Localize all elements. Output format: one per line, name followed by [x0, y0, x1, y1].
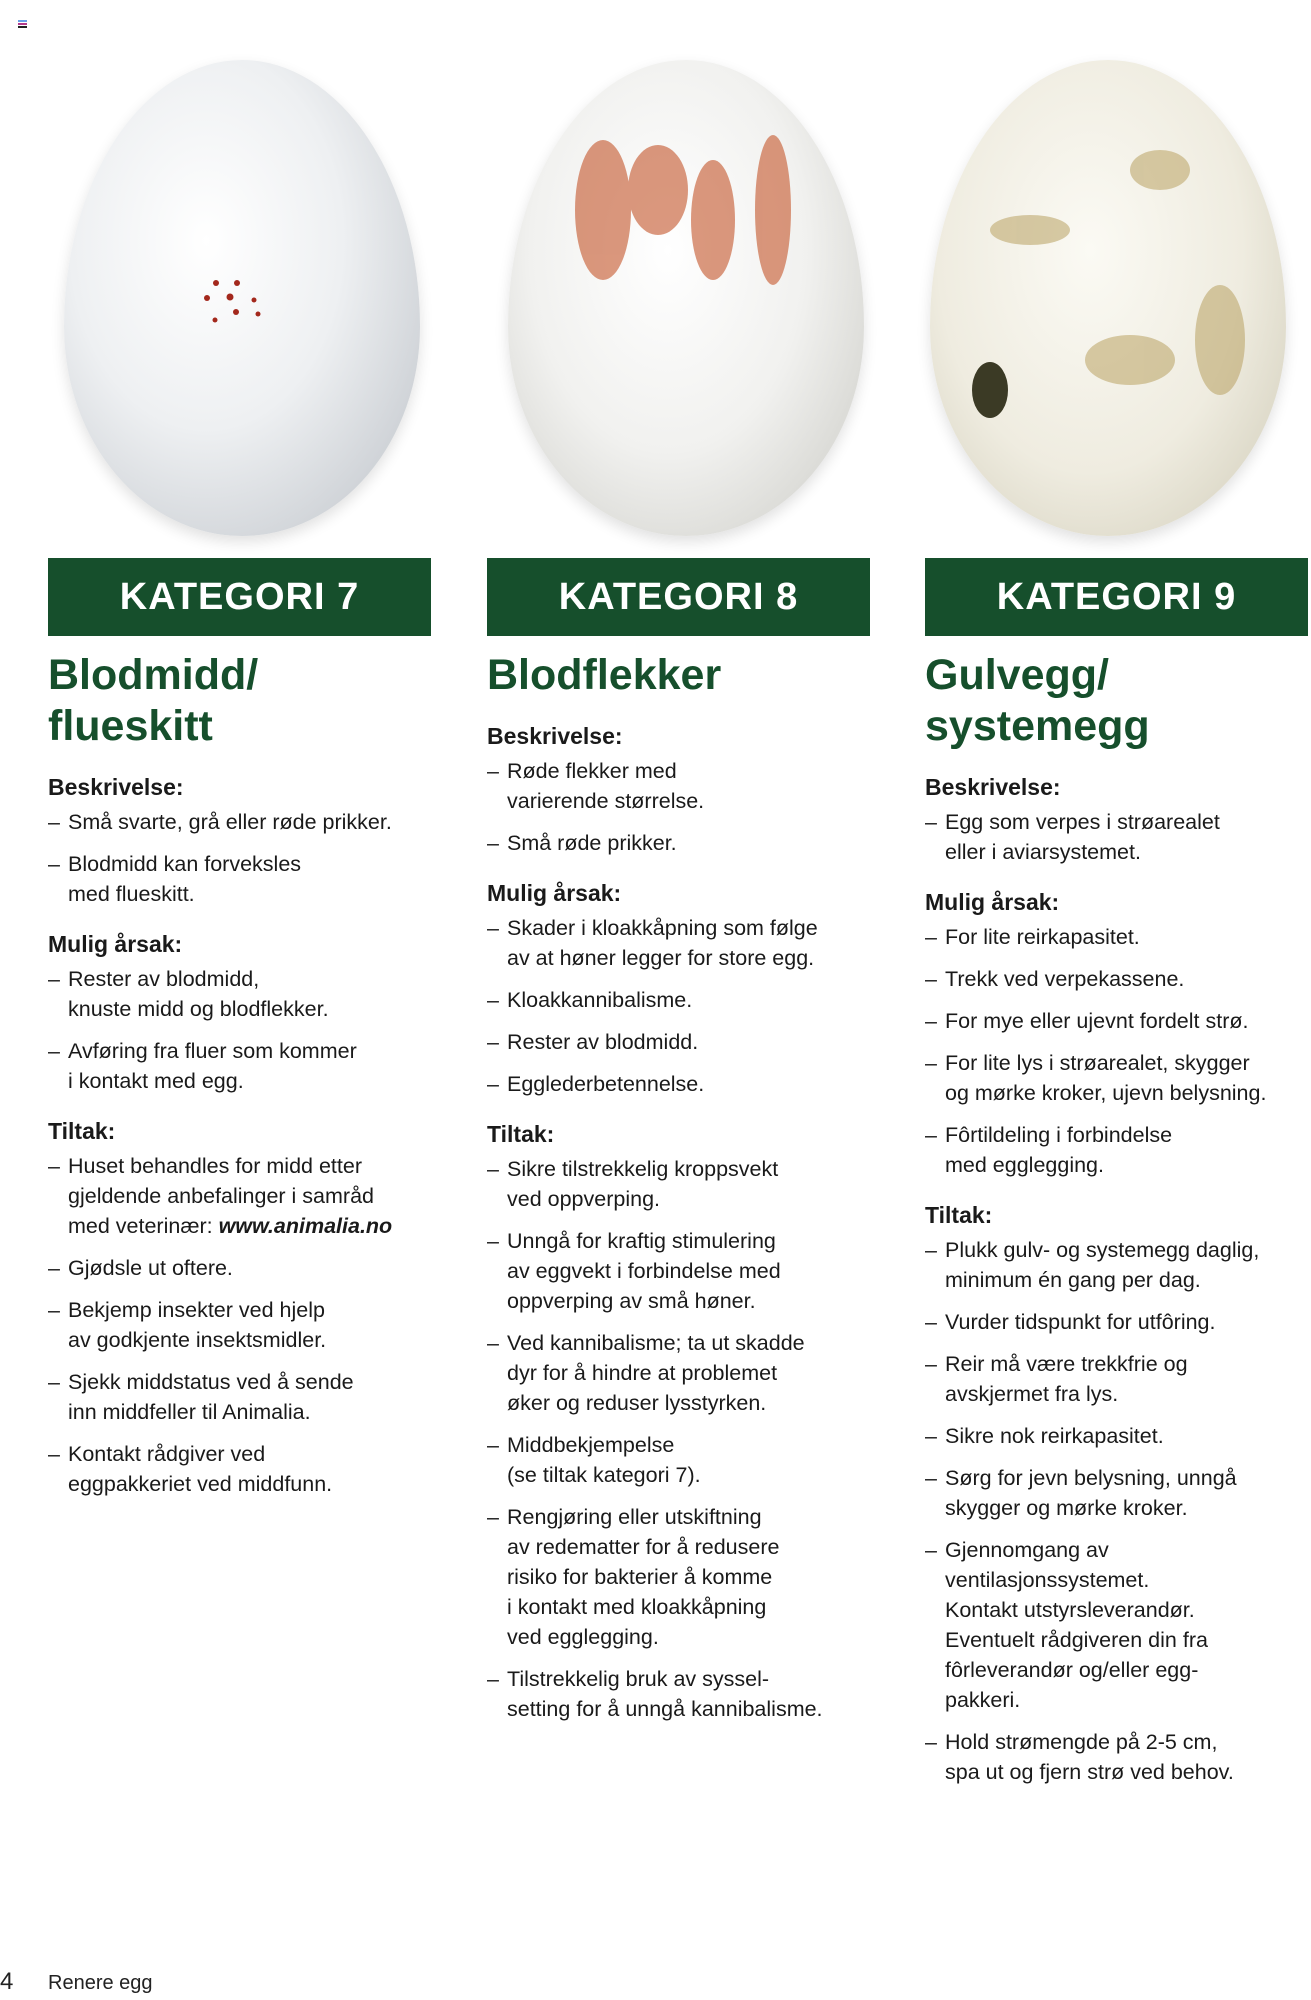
egg-image-category-8 [508, 60, 864, 536]
category-7-column [48, 558, 431, 1511]
item-line: i kontakt med kloakkåpning [507, 1595, 767, 1619]
list-item [925, 1235, 1308, 1295]
section [925, 1202, 1308, 1787]
animalia-link[interactable]: www.animalia.no [218, 1214, 393, 1238]
section-heading: Beskrivelse: [925, 774, 1061, 800]
category-header: KATEGORI 8 [487, 558, 870, 636]
list-item [925, 922, 1308, 952]
list-item [925, 1463, 1308, 1523]
item-line: – Små røde prikker. [507, 831, 677, 855]
item-line: – Skader i kloakkåpning som følge [507, 916, 818, 940]
item-line: – Avføring fra fluer som kommer [68, 1039, 357, 1063]
item-line: risiko for bakterier å komme [507, 1565, 773, 1589]
list-item [487, 1226, 870, 1316]
item-line: øker og reduser lysstyrken. [507, 1391, 767, 1415]
item-line: – Egg som verpes i strøarealet [945, 810, 1220, 834]
section [487, 1121, 870, 1724]
item-line: – For lite lys i strøarealet, skygger [945, 1051, 1250, 1075]
item-line: – Ved kannibalisme; ta ut skadde [507, 1331, 805, 1355]
item-line: knuste midd og blodflekker. [68, 997, 329, 1021]
item-line: fôrleverandør og/eller egg- [945, 1658, 1199, 1682]
list-item [48, 1253, 431, 1283]
item-line: – Sikre nok reirkapasitet. [945, 1424, 1164, 1448]
list-item [925, 1535, 1308, 1715]
item-line: av godkjente insektsmidler. [68, 1328, 327, 1352]
item-line: minimum én gang per dag. [945, 1268, 1201, 1292]
title-line: systemegg [925, 702, 1150, 750]
item-line: – Trekk ved verpekassene. [945, 967, 1185, 991]
item-line: – For mye eller ujevnt fordelt strø. [945, 1009, 1249, 1033]
item-line: – Tilstrekkelig bruk av syssel- [507, 1667, 770, 1691]
page-number: 4 [0, 1968, 14, 1995]
list-item [487, 1664, 870, 1724]
list-item [925, 1307, 1308, 1337]
item-line: – Sikre tilstrekkelig kroppsvekt [507, 1157, 779, 1181]
item-line: ventilasjonssystemet. [945, 1568, 1150, 1592]
item-line: spa ut og fjern strø ved behov. [945, 1760, 1234, 1784]
list-item [48, 807, 431, 837]
category-title [487, 650, 870, 701]
item-line: – Små svarte, grå eller røde prikker. [68, 810, 392, 834]
list-item [487, 1069, 870, 1099]
item-line: Kontakt utstyrsleverandør. [945, 1598, 1195, 1622]
item-line: dyr for å hindre at problemet [507, 1361, 778, 1385]
section [925, 774, 1308, 867]
category-title [925, 650, 1308, 752]
section [925, 889, 1308, 1180]
item-line: eggpakkeriet ved middfunn. [68, 1472, 333, 1496]
item-line: Eventuelt rådgiveren din fra [945, 1628, 1208, 1652]
list-item [48, 1151, 431, 1241]
item-line: varierende størrelse. [507, 789, 705, 813]
item-line: med flueskitt. [68, 882, 195, 906]
footer-label: Renere egg [48, 1972, 153, 1994]
list-item [925, 964, 1308, 994]
item-line: – Plukk gulv- og systemegg daglig, [945, 1238, 1260, 1262]
logo-icon [18, 20, 27, 29]
list-item [487, 985, 870, 1015]
item-line: – Gjennomgang av [945, 1538, 1109, 1562]
category-header: KATEGORI 7 [48, 558, 431, 636]
list-item [487, 756, 870, 816]
list-item [925, 1727, 1308, 1787]
item-line: – Unngå for kraftig stimulering [507, 1229, 776, 1253]
title-line: Blodmidd/ [48, 651, 259, 699]
title-line: Blodflekker [487, 651, 722, 699]
list-item [487, 913, 870, 973]
section [487, 723, 870, 858]
item-line: – Fôrtildeling i forbindelse [945, 1123, 1173, 1147]
list-item [48, 1295, 431, 1355]
title-line: Gulvegg/ [925, 651, 1109, 699]
item-line: – Sjekk middstatus ved å sende [68, 1370, 354, 1394]
item-line: – Hold strømengde på 2-5 cm, [945, 1730, 1218, 1754]
item-line: – Egglederbetennelse. [507, 1072, 705, 1096]
section-heading: Tiltak: [925, 1202, 993, 1228]
item-line: ved egglegging. [507, 1625, 659, 1649]
item-line: – For lite reirkapasitet. [945, 925, 1140, 949]
item-line: – Middbekjempelse [507, 1433, 675, 1457]
item-line: med egglegging. [945, 1153, 1104, 1177]
item-line: – Kontakt rådgiver ved [68, 1442, 266, 1466]
section-heading: Beskrivelse: [48, 774, 184, 800]
item-line: av redematter for å redusere [507, 1535, 780, 1559]
list-item [925, 807, 1308, 867]
item-line: – Bekjemp insekter ved hjelp [68, 1298, 325, 1322]
list-item [925, 1120, 1308, 1180]
item-line: – Gjødsle ut oftere. [68, 1256, 233, 1280]
section-heading: Mulig årsak: [487, 880, 622, 906]
list-item [487, 1328, 870, 1418]
category-title [48, 650, 431, 752]
list-item [487, 1154, 870, 1214]
category-8-column [487, 558, 870, 1736]
item-line: avskjermet fra lys. [945, 1382, 1119, 1406]
category-header: KATEGORI 9 [925, 558, 1308, 636]
item-line: – Reir må være trekkfrie og [945, 1352, 1188, 1376]
list-item [487, 1502, 870, 1652]
item-line: – Rester av blodmidd. [507, 1030, 699, 1054]
section-heading: Mulig årsak: [48, 931, 183, 957]
item-line: ved oppverping. [507, 1187, 660, 1211]
item-line: av eggvekt i forbindelse med [507, 1259, 781, 1283]
list-item [487, 1430, 870, 1490]
item-line: – Blodmidd kan forveksles [68, 852, 302, 876]
list-item [925, 1349, 1308, 1409]
category-9-column [925, 558, 1308, 1799]
item-line: gjeldende anbefalinger i samråd [68, 1184, 374, 1208]
list-item [487, 828, 870, 858]
item-line: – Vurder tidspunkt for utfôring. [945, 1310, 1216, 1334]
item-line: og mørke kroker, ujevn belysning. [945, 1081, 1267, 1105]
section [48, 1118, 431, 1499]
item-line: pakkeri. [945, 1688, 1021, 1712]
list-item [48, 1036, 431, 1096]
list-item [48, 849, 431, 909]
item-line: – Rester av blodmidd, [68, 967, 260, 991]
item-line: – Sørg for jevn belysning, unngå [945, 1466, 1237, 1490]
title-line: flueskitt [48, 702, 213, 750]
section [487, 880, 870, 1099]
item-line: – Røde flekker med [507, 759, 677, 783]
item-line: – Kloakkannibalisme. [507, 988, 693, 1012]
list-item [925, 1048, 1308, 1108]
section-heading: Mulig årsak: [925, 889, 1060, 915]
list-item [487, 1027, 870, 1057]
item-line: eller i aviarsystemet. [945, 840, 1141, 864]
list-item [48, 1367, 431, 1427]
section-heading: Tiltak: [48, 1118, 116, 1144]
egg-image-category-7 [64, 60, 420, 536]
section-heading: Beskrivelse: [487, 723, 623, 749]
egg-image-category-9 [930, 60, 1286, 536]
list-item [925, 1421, 1308, 1451]
item-line: (se tiltak kategori 7). [507, 1463, 701, 1487]
list-item [48, 1439, 431, 1499]
item-line: – Rengjøring eller utskiftning [507, 1505, 762, 1529]
list-item [925, 1006, 1308, 1036]
item-line: i kontakt med egg. [68, 1069, 244, 1093]
item-line: oppverping av små høner. [507, 1289, 756, 1313]
item-line: med veterinær: www.animalia.no [68, 1214, 393, 1238]
item-line: inn middfeller til Animalia. [68, 1400, 311, 1424]
item-line: skygger og mørke kroker. [945, 1496, 1188, 1520]
item-line: setting for å unngå kannibalisme. [507, 1697, 823, 1721]
section-heading: Tiltak: [487, 1121, 555, 1147]
list-item [48, 964, 431, 1024]
item-line: av at høner legger for store egg. [507, 946, 815, 970]
section [48, 774, 431, 909]
item-line: – Huset behandles for midd etter [68, 1154, 362, 1178]
section [48, 931, 431, 1096]
